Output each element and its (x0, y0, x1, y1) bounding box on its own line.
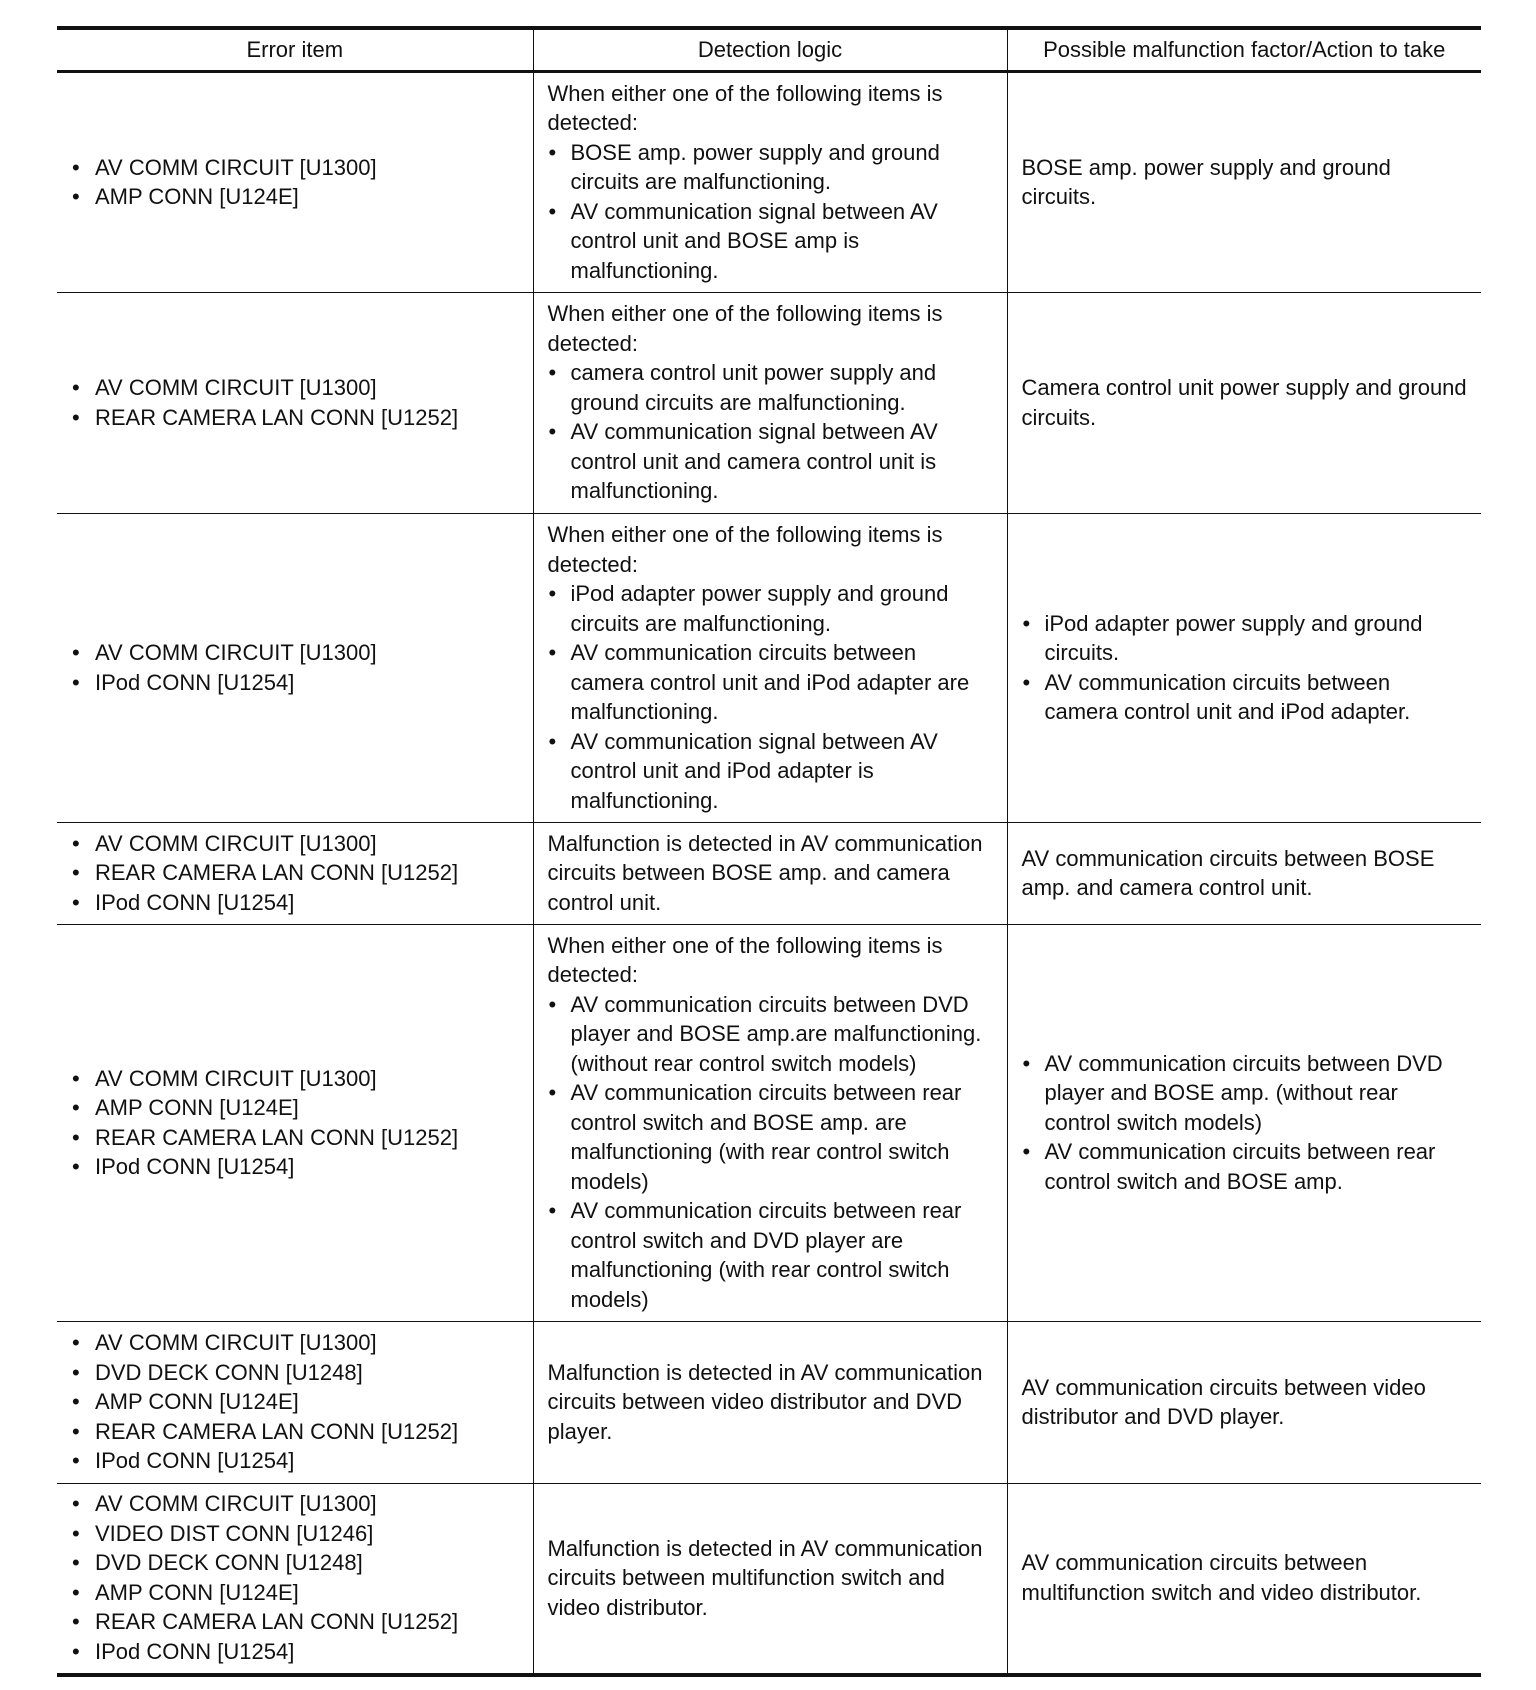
action-text: Camera control unit power supply and ground circuits. (1021, 375, 1467, 430)
error-item: • IPod CONN [U1254] (71, 668, 519, 698)
detection-item: • AV communication circuits between DVD player and BOSE amp.are malfunctioning. (without rear control switch models) (548, 990, 993, 1079)
error-item: • AV COMM CIRCUIT [U1300] (71, 1489, 519, 1519)
header-action: Possible malfunction factor/Action to take (1007, 28, 1481, 72)
action-cell (1007, 72, 1481, 293)
action-cell (1007, 823, 1481, 925)
error-item: • IPod CONN [U1254] (71, 1446, 519, 1476)
error-item: • REAR CAMERA LAN CONN [U1252] (71, 1123, 519, 1153)
table-row (57, 925, 1481, 1322)
error-item: • IPod CONN [U1254] (71, 1152, 519, 1182)
action-text: BOSE amp. power supply and ground circuits. (1021, 154, 1391, 209)
error-item: • AV COMM CIRCUIT [U1300] (71, 829, 519, 859)
detection-item: • AV communication circuits between rear control switch and BOSE amp. are malfunctioning (with rear control switch models) (548, 1078, 993, 1196)
error-item: • REAR CAMERA LAN CONN [U1252] (71, 403, 519, 433)
table-row (57, 72, 1481, 293)
detection-item: • AV communication signal between AV control unit and BOSE amp is malfunctioning. (548, 197, 993, 286)
detection-intro: When either one of the following items is detected: (547, 522, 943, 577)
detection-intro: When either one of the following items is detected: (547, 932, 943, 988)
error-item: • AV COMM CIRCUIT [U1300] (71, 153, 519, 183)
error-item: • REAR CAMERA LAN CONN [U1252] (71, 1417, 519, 1447)
header-error-item: Error item (57, 28, 533, 72)
detection-text: Malfunction is detected in AV communication circuits between multifunction switch and video distributor. (547, 1535, 983, 1620)
detection-logic-cell (533, 1484, 1007, 1675)
detection-logic-cell (533, 925, 1007, 1322)
error-item: • IPod CONN [U1254] (71, 1637, 519, 1667)
action-item: • AV communication circuits between camera control unit and iPod adapter. (1022, 668, 1468, 727)
header-detection-logic: Detection logic (533, 28, 1007, 72)
action-text: AV communication circuits between multifunction switch and video distributor. (1021, 1550, 1422, 1605)
action-cell (1007, 514, 1481, 823)
error-item: • AV COMM CIRCUIT [U1300] (71, 1328, 519, 1358)
error-item: • AMP CONN [U124E] (71, 1093, 519, 1123)
error-item-cell (57, 823, 533, 925)
action-cell (1007, 293, 1481, 514)
error-item-cell (57, 1322, 533, 1484)
action-item: • AV communication circuits between DVD player and BOSE amp. (without rear control switch models) (1022, 1049, 1468, 1138)
error-item-cell (57, 925, 533, 1322)
action-item: • iPod adapter power supply and ground circuits. (1022, 609, 1468, 668)
error-item: • DVD DECK CONN [U1248] (71, 1358, 519, 1388)
detection-text: Malfunction is detected in AV communication circuits between video distributor and DVD player. (547, 1359, 983, 1444)
detection-item: • AV communication signal between AV control unit and camera control unit is malfunctioning. (548, 417, 993, 506)
detection-logic-cell (533, 1322, 1007, 1484)
error-item: • AV COMM CIRCUIT [U1300] (71, 1064, 519, 1094)
detection-item: • BOSE amp. power supply and ground circuits are malfunctioning. (548, 138, 993, 197)
detection-intro: When either one of the following items is detected: (547, 80, 943, 136)
detection-item: • camera control unit power supply and ground circuits are malfunctioning. (548, 358, 993, 417)
detection-item: • AV communication circuits between rear control switch and DVD player are malfunctioning (with rear control switch models) (548, 1196, 993, 1314)
detection-item: • AV communication signal between AV control unit and iPod adapter is malfunctioning. (548, 727, 993, 816)
detection-logic-cell (533, 514, 1007, 823)
action-item: • AV communication circuits between rear control switch and BOSE amp. (1022, 1137, 1468, 1196)
error-item-cell (57, 514, 533, 823)
error-item-cell (57, 1484, 533, 1675)
error-item: • AMP CONN [U124E] (71, 182, 519, 212)
action-cell (1007, 1322, 1481, 1484)
table-row (57, 514, 1481, 823)
error-item: • AMP CONN [U124E] (71, 1387, 519, 1417)
detection-text: Malfunction is detected in AV communication circuits between BOSE amp. and camera control unit. (547, 830, 983, 915)
error-table (57, 26, 1481, 1677)
table-row (57, 1484, 1481, 1675)
detection-logic-cell (533, 823, 1007, 925)
table-row (57, 1322, 1481, 1484)
error-item: • AV COMM CIRCUIT [U1300] (71, 373, 519, 403)
action-text: AV communication circuits between BOSE amp. and camera control unit. (1021, 845, 1435, 900)
error-item: • REAR CAMERA LAN CONN [U1252] (71, 1607, 519, 1637)
error-item-cell (57, 293, 533, 514)
detection-item: • AV communication circuits between camera control unit and iPod adapter are malfunctioning. (548, 638, 993, 727)
error-item: • VIDEO DIST CONN [U1246] (71, 1519, 519, 1549)
error-item-cell (57, 72, 533, 293)
detection-logic-cell (533, 293, 1007, 514)
action-cell (1007, 925, 1481, 1322)
error-item: • AMP CONN [U124E] (71, 1578, 519, 1608)
action-text: AV communication circuits between video distributor and DVD player. (1021, 1374, 1426, 1429)
detection-item: • iPod adapter power supply and ground circuits are malfunctioning. (548, 579, 993, 638)
error-item: • DVD DECK CONN [U1248] (71, 1548, 519, 1578)
table-row (57, 293, 1481, 514)
error-item: • IPod CONN [U1254] (71, 888, 519, 918)
detection-intro: When either one of the following items is detected: (547, 301, 943, 356)
header-row (57, 28, 1481, 72)
table-row (57, 823, 1481, 925)
error-item: • AV COMM CIRCUIT [U1300] (71, 638, 519, 668)
detection-logic-cell (533, 72, 1007, 293)
action-cell (1007, 1484, 1481, 1675)
error-item: • REAR CAMERA LAN CONN [U1252] (71, 858, 519, 888)
